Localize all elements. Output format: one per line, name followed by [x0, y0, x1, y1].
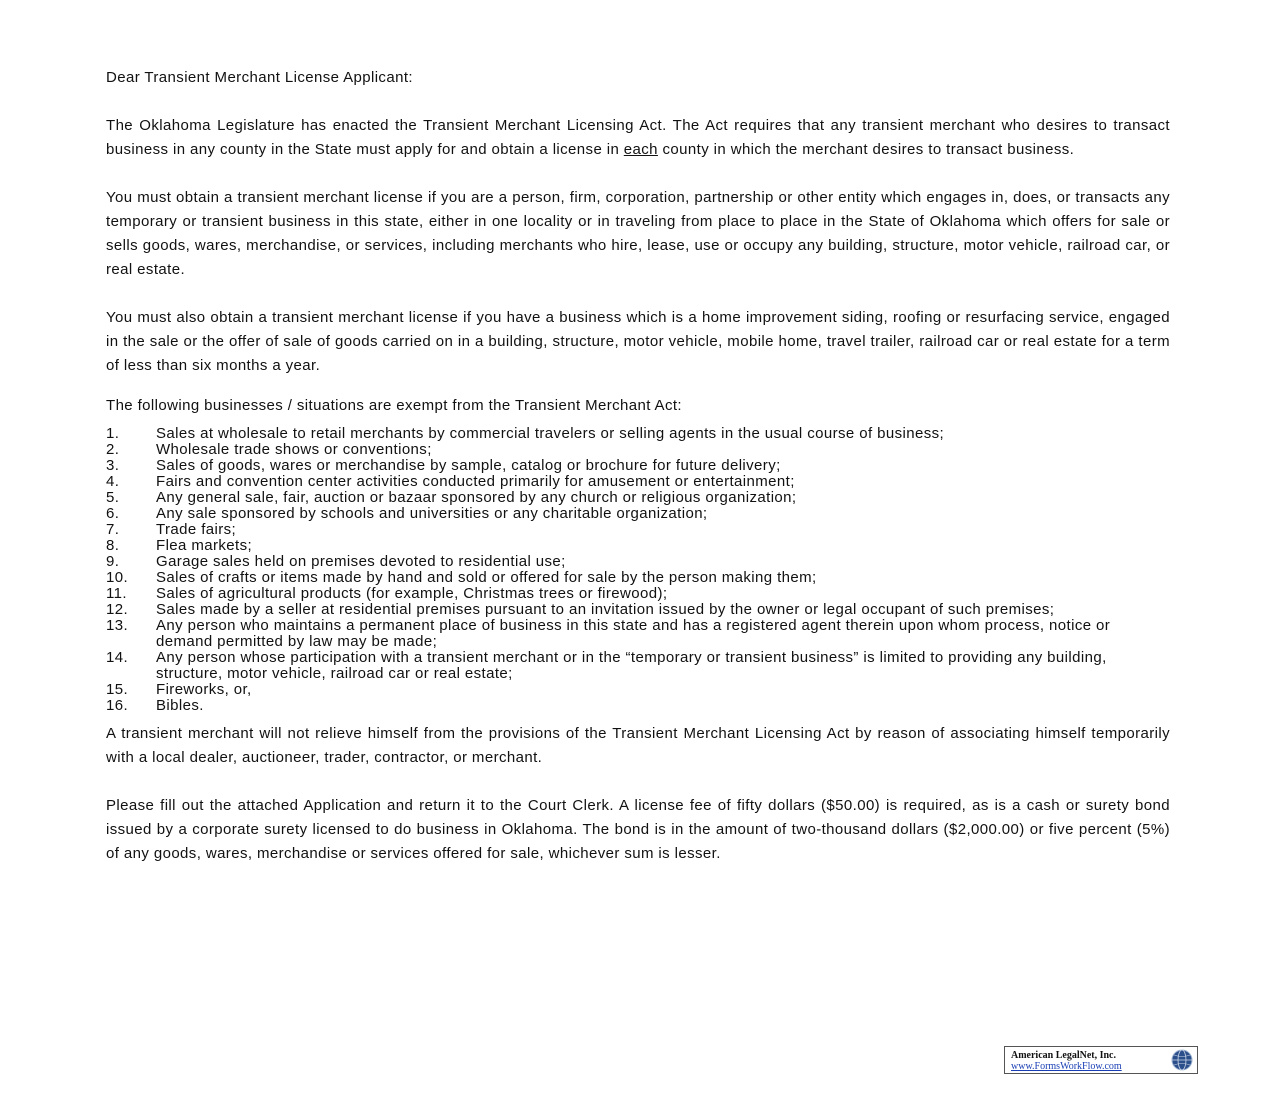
exemption-text: Garage sales held on premises devoted to residential use; — [156, 553, 566, 570]
exemption-text: Any sale sponsored by schools and universities or any charitable organization; — [156, 505, 708, 522]
exemption-text: Sales of goods, wares or merchandise by sample, catalog or brochure for future delivery; — [156, 457, 781, 474]
exemption-text: Trade fairs; — [156, 521, 237, 538]
exemptions-list — [106, 426, 1170, 714]
exemption-item — [106, 426, 1170, 442]
exemption-number: 1. — [106, 425, 120, 442]
paragraph-fee-and-bond: Please fill out the attached Application and return it to the Court Clerk. A license fee of fifty dollars ($50.00) is required, as is a cash or surety bond issued by a corporate surety licensed to do business in Oklahoma. The bond is in the amount of two-thousand dollars ($2,000.00) or five percent (5%) of any goods, wares, merchandise or services offered for sale, whichever sum is lesser. — [106, 797, 1170, 862]
exemption-text: Sales of agricultural products (for example, Christmas trees or firewood); — [156, 585, 668, 602]
exemption-item — [106, 554, 1170, 570]
exemption-item — [106, 442, 1170, 458]
exemption-number: 7. — [106, 521, 120, 538]
exemption-item — [106, 490, 1170, 506]
exemption-number: 2. — [106, 441, 120, 458]
logo-company-name: American LegalNet, Inc. — [1011, 1050, 1116, 1061]
exemption-item — [106, 618, 1170, 650]
paragraph-association: A transient merchant will not relieve himself from the provisions of the Transient Merchant Licensing Act by reason of associating himself temporarily with a local dealer, auctioneer, trader, contractor, or merchant. — [106, 725, 1170, 766]
exemption-item — [106, 458, 1170, 474]
exemption-text: Fairs and convention center activities conducted primarily for amusement or entertainment; — [156, 473, 795, 490]
exemption-number: 9. — [106, 553, 120, 570]
paragraph-who-must-obtain: You must obtain a transient merchant license if you are a person, firm, corporation, partnership or other entity which engages in, does, or transacts any temporary or transient business in this state, either in one locality or in traveling from place to place in the State of Oklahoma which offers for sale or sells goods, wares, merchandise, or services, including merchants who hire, lease, use or occupy any building, structure, motor vehicle, railroad car, or real estate. — [106, 189, 1170, 278]
exemption-item — [106, 602, 1170, 618]
exemption-item — [106, 474, 1170, 490]
exemption-number: 14. — [106, 649, 129, 666]
exemption-number: 15. — [106, 681, 129, 698]
exemptions-intro: The following businesses / situations are exempt from the Transient Merchant Act: — [106, 397, 682, 414]
exemption-text: Fireworks, or, — [156, 681, 252, 698]
exemption-item — [106, 650, 1170, 682]
exemption-item — [106, 538, 1170, 554]
greeting: Dear Transient Merchant License Applicant: — [106, 69, 413, 86]
exemption-item — [106, 570, 1170, 586]
exemption-number: 5. — [106, 489, 120, 506]
p1-text-after: county in which the merchant desires to transact business. — [657, 141, 1075, 158]
exemption-number: 16. — [106, 697, 129, 714]
exemption-number: 6. — [106, 505, 120, 522]
paragraph-license-requirement — [106, 114, 1170, 162]
exemption-item — [106, 698, 1170, 714]
exemption-text: Any person whose participation with a transient merchant or in the “temporary or transient business” is limited to providing any building, structure, motor vehicle, railroad car or real estate; — [156, 649, 1107, 682]
exemption-number: 4. — [106, 473, 120, 490]
globe-icon — [1171, 1049, 1193, 1071]
exemption-item — [106, 682, 1170, 698]
american-legalnet-logo[interactable] — [1004, 1046, 1198, 1074]
exemption-text: Wholesale trade shows or conventions; — [156, 441, 432, 458]
exemption-text: Bibles. — [156, 697, 204, 714]
exemption-number: 12. — [106, 601, 129, 618]
letter-body — [106, 66, 1170, 890]
exemption-item — [106, 522, 1170, 538]
p1-underlined-word: each — [623, 141, 658, 158]
exemption-item — [106, 586, 1170, 602]
paragraph-home-improvement: You must also obtain a transient merchant license if you have a business which is a home improvement siding, roofing or resurfacing service, engaged in the sale or the offer of sale of goods carried on in a building, structure, motor vehicle, mobile home, travel trailer, railroad car or real estate for a term of less than six months a year. — [106, 309, 1170, 374]
p1-text-before: The Oklahoma Legislature has enacted the Transient Merchant Licensing Act. The Act requires that any transient merchant who desires to transact business in any county in the State must apply for and obtain a license in — [106, 117, 1170, 158]
exemption-text: Any person who maintains a permanent place of business in this state and has a registered agent therein upon whom process, notice or demand permitted by law may be made; — [156, 617, 1111, 650]
exemption-item — [106, 506, 1170, 522]
exemption-number: 10. — [106, 569, 129, 586]
exemption-text: Flea markets; — [156, 537, 253, 554]
exemption-number: 13. — [106, 617, 129, 634]
logo-url-link[interactable]: www.FormsWorkFlow.com — [1011, 1061, 1122, 1072]
exemption-text: Sales made by a seller at residential premises pursuant to an invitation issued by the owner or legal occupant of such premises; — [156, 601, 1055, 618]
exemption-text: Sales of crafts or items made by hand and sold or offered for sale by the person making them; — [156, 569, 817, 586]
exemption-number: 11. — [106, 585, 127, 602]
exemption-number: 3. — [106, 457, 120, 474]
exemption-text: Any general sale, fair, auction or bazaar sponsored by any church or religious organization; — [156, 489, 797, 506]
exemption-text: Sales at wholesale to retail merchants by commercial travelers or selling agents in the usual course of business; — [156, 425, 945, 442]
exemption-number: 8. — [106, 537, 120, 554]
